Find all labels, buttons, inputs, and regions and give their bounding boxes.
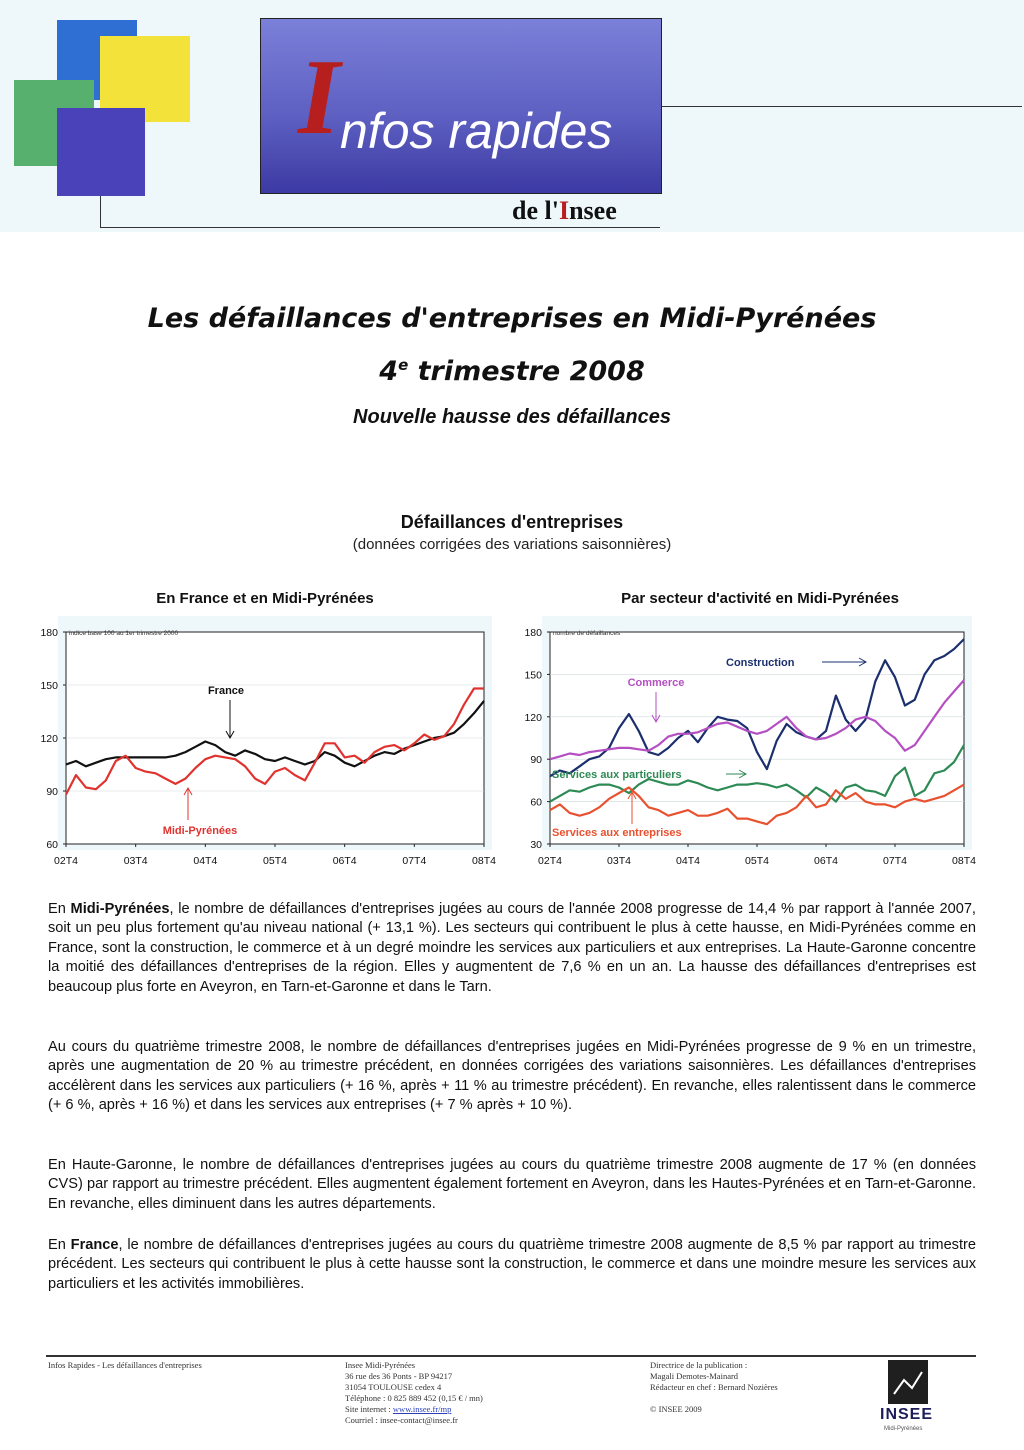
x-tick-label: 07T4 <box>883 855 907 867</box>
y-tick-label: 150 <box>40 680 58 692</box>
x-tick-label: 06T4 <box>814 855 838 867</box>
p1-bold: Midi-Pyrénées <box>70 901 170 917</box>
y-tick-label: 120 <box>40 733 58 745</box>
footer-address-line: 31054 TOULOUSE cedex 4 <box>345 1382 442 1392</box>
period-rest: trimestre 2008 <box>408 356 645 387</box>
page-title-period <box>0 356 1024 387</box>
chart-note: nombre de défaillances <box>553 630 621 637</box>
x-tick-label: 07T4 <box>402 855 427 867</box>
x-tick-label: 03T4 <box>607 855 631 867</box>
figure-subtitle: (données corrigées des variations saisonnières) <box>352 536 672 553</box>
brand-prefix: de l' <box>512 196 559 225</box>
x-tick-label: 08T4 <box>952 855 976 867</box>
series-label: Services aux particuliers <box>552 769 682 781</box>
footer-credit-line: Rédacteur en chef : Bernard Nozières <box>650 1382 778 1392</box>
y-tick-label: 180 <box>524 627 542 639</box>
logo-square-purple <box>57 108 145 196</box>
insee-logo <box>880 1360 950 1445</box>
brand-name <box>512 198 617 224</box>
banner-initial: I <box>298 38 341 157</box>
figure-title: Défaillances d'entreprises <box>400 512 624 532</box>
y-tick-label: 30 <box>530 839 542 851</box>
footer-credit-line <box>650 1393 850 1404</box>
footer-address <box>345 1360 585 1426</box>
y-tick-label: 120 <box>524 711 542 724</box>
p1-lead: En <box>48 901 71 917</box>
series-label: Midi-Pyrénées <box>162 825 238 837</box>
period-number: 4 <box>379 356 399 387</box>
insee-logo-word: INSEE <box>880 1406 934 1423</box>
chart-france-title: En France et en Midi-Pyrénées <box>156 590 374 607</box>
page-subtitle: Nouvelle hausse des défaillances <box>353 406 671 428</box>
header-rule-horizontal <box>100 227 660 228</box>
x-tick-label: 08T4 <box>472 855 496 867</box>
series-label: Commerce <box>627 677 685 689</box>
y-tick-label: 60 <box>530 796 542 809</box>
y-tick-label: 180 <box>40 627 58 639</box>
header-band <box>0 0 1024 232</box>
insee-logo-mark <box>888 1360 928 1404</box>
x-tick-label: 03T4 <box>123 855 148 867</box>
footer-site-link[interactable]: www.insee.fr/mp <box>392 1404 452 1414</box>
chart-sector-title: Par secteur d'activité en Midi-Pyrénées <box>621 590 899 607</box>
footer-address-line: 36 rue des 36 Ponts - BP 94217 <box>345 1371 453 1381</box>
footer-credit-line: Magali Demotes-Mainard <box>650 1371 739 1381</box>
paragraph-midi-pyrenees <box>48 900 976 997</box>
x-tick-label: 04T4 <box>193 855 218 867</box>
brand-rest: nsee <box>569 196 617 225</box>
footer-publication: Infos Rapides - Les défaillances d'entreprises <box>48 1360 202 1370</box>
series-label: Construction <box>726 657 795 669</box>
p4-body: , le nombre de défaillances d'entreprises jugées au cours du quatrième trimestre 2008 augmente de 8,5 % par rapport au trimestre précédent. Les secteurs qui contribuent le plus à cette hausse sont la construction, le commerce et dans une moindre mesure les services aux particuliers et les activités immobilières. <box>48 1237 977 1292</box>
paragraph-quarter: Au cours du quatrième trimestre 2008, le nombre de défaillances d'entreprises jugées en Midi-Pyrénées progresse de 9 % en un trimestre, après une augmentation de 20 % au trimestre précédent, en données corrigées des variations saisonnières. Les défaillances d'entreprises accélèrent dans les services aux particuliers (+ 16 %, après + 11 % au trimestre précédent). En revanche, elles ralentissent dans le commerce (+ 6 %, après + 16 %) et dans les services aux entreprises (+ 7 % après + 10 %). <box>48 1039 976 1114</box>
banner-title: nfos rapides <box>340 103 613 159</box>
footer-site-label: Site internet : <box>345 1404 393 1414</box>
x-tick-label: 02T4 <box>54 855 78 867</box>
chart-by-sector <box>510 612 986 882</box>
page-title: Les défaillances d'entreprises en Midi-Pyrénées <box>147 303 877 334</box>
footer-address-line: Téléphone : 0 825 889 452 (0,15 € / mn) <box>345 1393 483 1403</box>
footer-copyright: © INSEE 2009 <box>650 1404 702 1414</box>
x-tick-label: 02T4 <box>538 855 562 867</box>
footer-address-line: Insee Midi-Pyrénées <box>345 1360 416 1370</box>
footer-credits <box>650 1360 850 1415</box>
footer-credit-line: Directrice de la publication : <box>650 1360 748 1370</box>
series-label: France <box>207 685 245 697</box>
p1-body: , le nombre de défaillances d'entreprises jugées au cours de l'année 2008 progresse de 14,4 % par rapport à l'année 2007, soit un peu plus fortement qu'au niveau national (+ 13,1 %). Les secteurs qui contribuent le plus à cette hausse, en Midi-Pyrénées comme en France, sont la construction, le commerce et à un degré moindre les services aux particuliers et aux entreprises. La Haute-Garonne concentre la moitié des défaillances d'entreprises de la région. Elles y augmentent de 7,6 % en un an. La hausse des défaillances d'entreprises est beaucoup plus forte en Aveyron, en Tarn-et-Garonne et dans le Tarn. <box>48 901 976 995</box>
series-label: Services aux entreprises <box>552 827 682 839</box>
x-tick-label: 05T4 <box>263 855 287 867</box>
footer-rule <box>46 1355 976 1357</box>
header-rule-right <box>662 106 1022 107</box>
p4-lead: En <box>48 1237 71 1253</box>
paragraph-france <box>48 1236 976 1294</box>
chart-note: indice base 100 au 1er trimestre 2000 <box>69 630 179 637</box>
paragraph-haute-garonne: En Haute-Garonne, le nombre de défaillances d'entreprises jugées au cours du quatrième trimestre 2008 augmente de 17 % (en données CVS) par rapport au trimestre précédent. Elles augmentent également fortement en Aveyron, dans les Hautes-Pyrénées et en Tarn-et-Garonne. En revanche, elles diminuent dans les autres départements. <box>48 1157 976 1212</box>
header-rule-vertical <box>100 196 101 228</box>
y-tick-label: 90 <box>530 754 542 767</box>
footer-site-line <box>345 1404 585 1415</box>
y-tick-label: 150 <box>524 669 542 682</box>
y-tick-label: 90 <box>46 786 58 798</box>
p4-bold: France <box>70 1237 119 1253</box>
footer-mail-line: Courriel : insee-contact@insee.fr <box>345 1415 458 1425</box>
y-tick-label: 60 <box>46 839 58 851</box>
period-superscript: e <box>398 356 409 374</box>
x-tick-label: 05T4 <box>745 855 769 867</box>
chart-france-midi-pyrenees <box>28 612 508 882</box>
insee-logo-icon <box>888 1360 928 1404</box>
x-tick-label: 06T4 <box>332 855 357 867</box>
x-tick-label: 04T4 <box>676 855 700 867</box>
insee-logo-sub: Midi-Pyrénées <box>884 1426 923 1432</box>
brand-initial: I <box>558 196 570 225</box>
